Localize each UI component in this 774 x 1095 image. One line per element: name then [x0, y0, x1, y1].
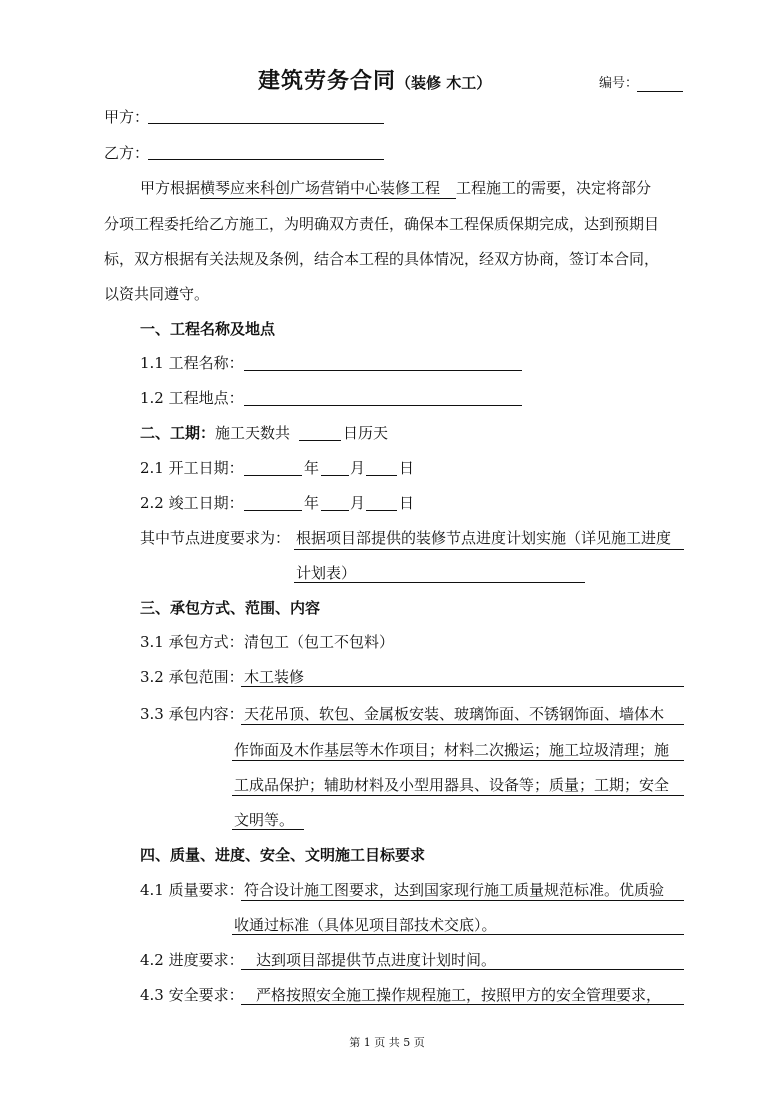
contract-content-underline-1 [241, 724, 684, 725]
progress-label: 4.2 进度要求： [140, 951, 244, 969]
end-date-label: 2.2 竣工日期： [140, 494, 244, 512]
safety-label: 4.3 安全要求： [140, 986, 244, 1004]
start-date-label: 2.1 开工日期： [140, 459, 244, 477]
days-prefix: 施工天数共 [215, 424, 291, 442]
end-month-blank [321, 510, 349, 511]
end-month-unit: 月 [350, 494, 366, 512]
node-progress-underline-2 [294, 582, 585, 583]
node-progress-underline-1 [294, 549, 684, 550]
days-suffix: 日历天 [343, 424, 389, 442]
section-3-heading: 三、承包方式、范围、内容 [140, 599, 321, 617]
project-name-label: 1.1 工程名称： [140, 354, 244, 372]
intro-prefix: 甲方根据 [140, 179, 201, 197]
doc-number-label: 编号： [599, 76, 639, 91]
safety-underline [241, 1004, 684, 1005]
doc-number-blank [637, 91, 683, 92]
contract-content-line-3: 工成品保护；辅助材料及小型用器具、设备等；质量；工期；安全 [234, 776, 670, 794]
party-a-blank [148, 123, 384, 124]
start-year-unit: 年 [304, 459, 320, 477]
end-day-blank [366, 510, 397, 511]
page-number: 第 1 页 共 5 页 [349, 1036, 425, 1049]
intro-line-4: 以资共同遵守。 [104, 285, 210, 303]
project-location-blank [244, 405, 522, 406]
intro-suffix: 工程施工的需要，决定将部分 [456, 179, 652, 197]
intro-line-1 [140, 178, 651, 198]
quality-line-1: 符合设计施工图要求，达到国家现行施工质量规范标准。优质验 [244, 881, 665, 899]
section-1-heading: 一、工程名称及地点 [140, 320, 276, 338]
progress-underline [241, 969, 684, 970]
progress-value: 达到项目部提供节点进度计划时间。 [256, 951, 497, 969]
contract-content-line-4: 文明等。 [234, 811, 295, 829]
contract-scope-underline [241, 686, 684, 687]
days-blank [299, 440, 341, 441]
quality-line-2: 收通过标准（具体见项目部技术交底）。 [234, 916, 497, 934]
contract-title [258, 64, 491, 95]
title-sub: （装修 木工） [396, 74, 492, 92]
contract-content-line-1: 天花吊顶、软包、金属板安装、玻璃饰面、不锈钢饰面、墙体木 [244, 705, 665, 723]
doc-number [599, 72, 638, 91]
safety-value: 严格按照安全施工操作规程施工，按照甲方的安全管理要求， [256, 986, 662, 1004]
contract-mode-value: 清包工（包工不包料） [244, 633, 395, 651]
start-month-unit: 月 [350, 459, 366, 477]
intro-line-2: 分项工程委托给乙方施工，为明确双方责任，确保本工程保质保期完成，达到预期目 [104, 215, 660, 233]
contract-content-line-2: 作饰面及木作基层等木作项目；材料二次搬运；施工垃圾清理；施 [234, 741, 670, 759]
start-day-blank [366, 475, 397, 476]
party-b-label: 乙方： [104, 144, 150, 162]
node-progress-line-1: 根据项目部提供的装修节点进度计划实施（详见施工进度 [296, 529, 672, 547]
contract-mode-label: 3.1 承包方式： [140, 633, 244, 651]
start-month-blank [321, 475, 349, 476]
project-location-label: 1.2 工程地点： [140, 389, 244, 407]
node-progress-line-2: 计划表） [296, 564, 357, 582]
intro-project-name: 横琴应来科创广场营销中心装修工程 [200, 179, 456, 199]
project-name-blank [244, 370, 522, 371]
section-2-line [140, 423, 290, 443]
start-year-blank [244, 475, 302, 476]
page-footer [0, 1031, 774, 1050]
end-year-blank [244, 510, 302, 511]
party-a-label: 甲方： [104, 108, 150, 126]
quality-label: 4.1 质量要求： [140, 881, 244, 899]
contract-scope-label: 3.2 承包范围： [140, 668, 244, 686]
quality-underline-1 [241, 900, 684, 901]
party-b-blank [148, 159, 384, 160]
end-year-unit: 年 [304, 494, 320, 512]
contract-content-underline-3 [232, 795, 684, 796]
intro-line-3: 标，双方根据有关法规及条例，结合本工程的具体情况，经双方协商，签订本合同， [104, 250, 660, 268]
contract-content-underline-2 [232, 760, 684, 761]
section-2-heading: 二、工期： [140, 424, 216, 442]
title-main: 建筑劳务合同 [258, 68, 397, 94]
contract-content-underline-4 [232, 829, 304, 830]
node-progress-label: 其中节点进度要求为： [140, 529, 291, 547]
contract-content-label: 3.3 承包内容： [140, 705, 244, 723]
end-day-unit: 日 [399, 494, 415, 512]
section-4-heading: 四、质量、进度、安全、文明施工目标要求 [140, 846, 426, 864]
quality-underline-2 [232, 934, 684, 935]
start-day-unit: 日 [399, 459, 415, 477]
contract-scope-value: 木工装修 [244, 668, 305, 686]
